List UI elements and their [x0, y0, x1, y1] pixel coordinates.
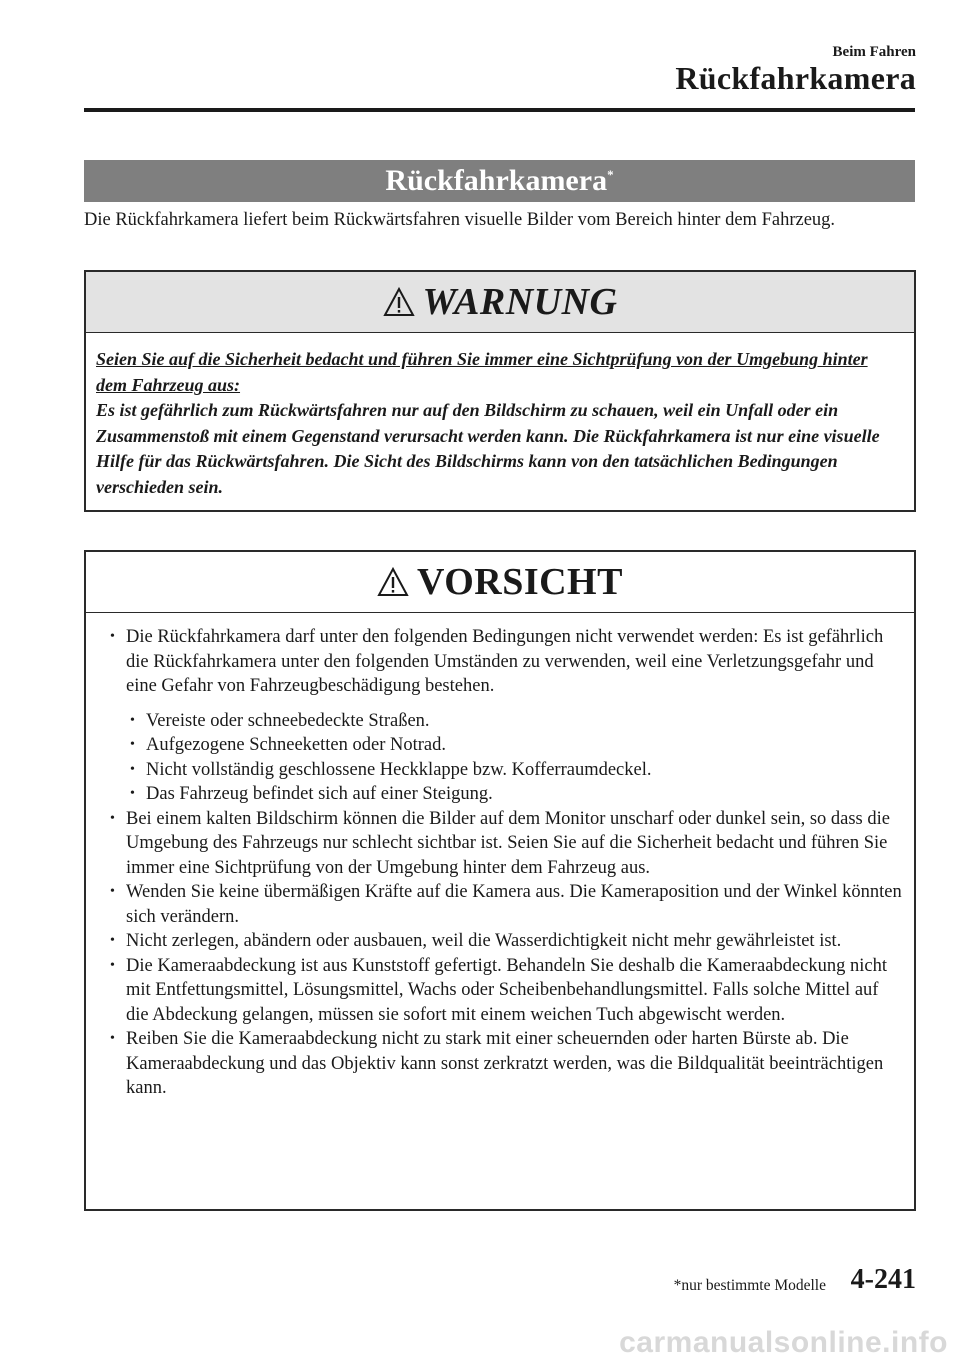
warning-box	[84, 270, 916, 512]
caution-box	[84, 550, 916, 1211]
watermark: carmanualsonline.info	[619, 1326, 948, 1359]
section-title: Rückfahrkamera	[385, 164, 608, 197]
warning-text: Es ist gefährlich zum Rückwärtsfahren nur auf den Bildschirm zu schauen, weil ein Unfall oder ein Zusammenstoß mit einem Gegenstand verursacht werden kann. Die Rückfahrkamera ist nur eine visuelle Hilfe für das Rückwärtsfahren. Die Sicht des Bildschirms kann von den tatsächlichen Bedingungen verschieden sein.	[96, 400, 880, 497]
caution-sub-item: • Vereiste oder schneebedeckte Straßen.	[128, 709, 902, 734]
caution-item: • Nicht zerlegen, abändern oder ausbauen, weil die Wasserdichtigkeit nicht mehr gewährleistet ist.	[108, 929, 902, 954]
intro-paragraph: Die Rückfahrkamera liefert beim Rückwärtsfahren visuelle Bilder vom Bereich hinter dem Fahrzeug.	[84, 210, 836, 230]
warning-header	[86, 272, 914, 333]
warning-triangle-icon	[377, 567, 409, 597]
running-header-section: Beim Fahren	[832, 44, 916, 60]
caution-item: • Wenden Sie keine übermäßigen Kräfte auf die Kamera aus. Die Kameraposition und der Winkel könnten sich verändern.	[108, 880, 902, 929]
caution-item: • Reiben Sie die Kameraabdeckung nicht zu stark mit einer scheuernden oder harten Bürste ab. Die Kameraabdeckung und das Objektiv kann sonst zerkratzt werden, was die Bildqualität beeinträchtigen kann.	[108, 1027, 902, 1101]
caution-sub-item: • Aufgezogene Schneeketten oder Notrad.	[128, 733, 902, 758]
caution-item: • Bei einem kalten Bildschirm können die Bilder auf dem Monitor unscharf oder dunkel sein, so dass die Umgebung des Fahrzeugs nur schlecht sichtbar ist. Seien Sie auf die Sicherheit bedacht und führen Sie immer eine Sichtprüfung von der Umgebung hinter dem Fahrzeug aus.	[108, 807, 902, 881]
warning-underlined-text: Seien Sie auf die Sicherheit bedacht und führen Sie immer eine Sichtprüfung von der Umgebung hinter dem Fahrzeug aus:	[96, 349, 868, 395]
caution-title: VORSICHT	[417, 561, 623, 603]
page-number: 4-241	[850, 1264, 916, 1295]
caution-header	[86, 552, 914, 613]
caution-body	[86, 613, 914, 1101]
optional-marker: *	[607, 167, 614, 182]
caution-item: • Die Kameraabdeckung ist aus Kunststoff gefertigt. Behandeln Sie deshalb die Kameraabdeckung nicht mit Entfettungsmittel, Lösungsmittel, Wachs oder Scheibenbehandlungsmittel. Falls solche Mittel auf die Abdeckung gelangen, müssen sie sofort mit einem weichen Tuch abgewischt werden.	[108, 954, 902, 1028]
caution-sub-item: • Nicht vollständig geschlossene Heckklappe bzw. Kofferraumdeckel.	[128, 758, 902, 783]
warning-title: WARNUNG	[422, 281, 618, 323]
caution-sub-item: • Das Fahrzeug befindet sich auf einer Steigung.	[128, 782, 902, 807]
header-rule	[84, 108, 915, 112]
warning-triangle-icon	[383, 287, 415, 317]
warning-body	[86, 333, 914, 500]
footnote: *nur bestimmte Modelle	[673, 1277, 826, 1294]
caution-item: • Die Rückfahrkamera darf unter den folgenden Bedingungen nicht verwendet werden: Es ist gefährlich die Rückfahrkamera unter den folgenden Umständen zu verwenden, weil eine Verletzungsgefahr und eine Gefahr von Fahrzeugbeschädigung bestehen.	[108, 625, 902, 699]
section-title-bar	[84, 160, 915, 202]
running-header-title: Rückfahrkamera	[675, 60, 916, 96]
